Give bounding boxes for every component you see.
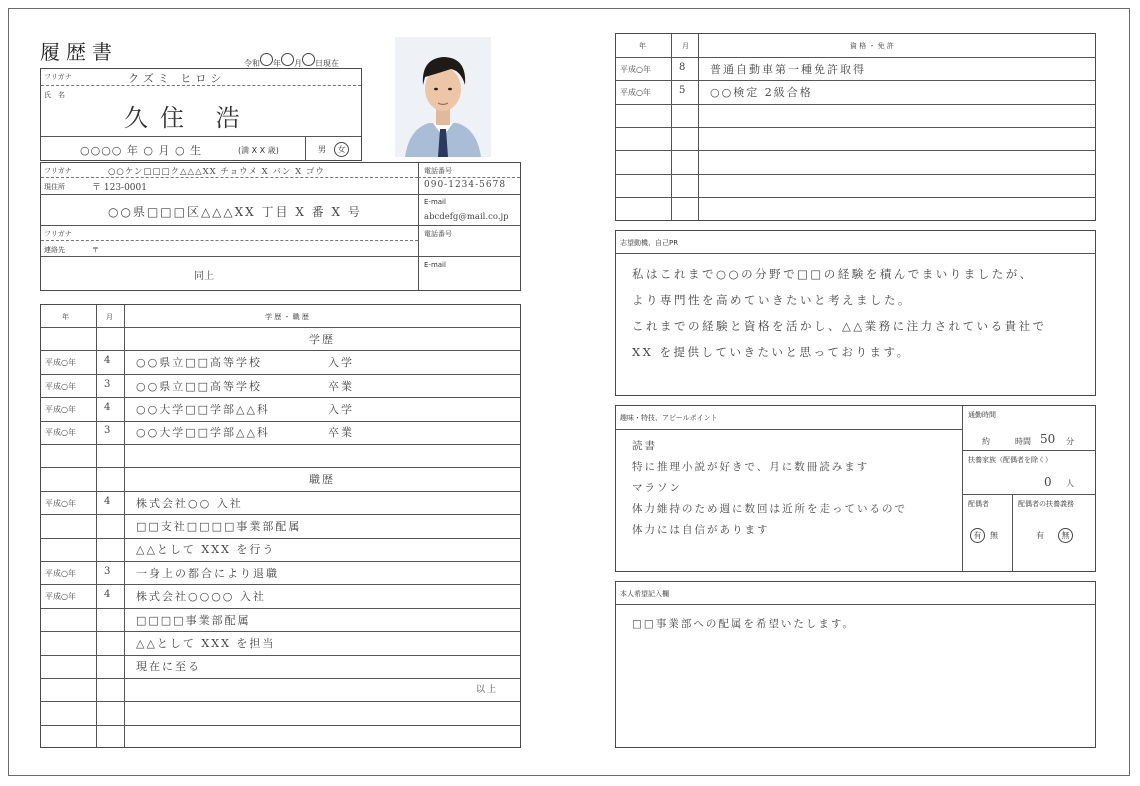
row-divider	[41, 608, 520, 609]
history-text-cell[interactable]: ○○大学□□学部△△科	[136, 402, 270, 416]
history-text-cell[interactable]: ○○県立□□高等学校	[136, 356, 262, 370]
history-year-cell[interactable]: 平成○年	[45, 381, 76, 391]
contact-value[interactable]: 同上	[194, 271, 214, 282]
date-line: 令和 年 月 日現在	[244, 53, 339, 69]
history-text-cell[interactable]: △△として XXX を行う	[136, 543, 276, 557]
history-title-header: 学 歴 ・ 職 歴	[265, 313, 309, 321]
request-section	[615, 581, 1096, 748]
hobby-line-3: マラソン	[632, 482, 682, 494]
phone-label: 電話番号	[424, 167, 452, 175]
motivation-line-3: これまでの経験と資格を活かし、△△業務に注力されている貴社で	[632, 319, 1047, 333]
motivation-line-2: より専門性を高めていきたいと考えました。	[632, 293, 912, 307]
history-text-cell[interactable]: 株式会社○○ 入社	[136, 496, 243, 510]
history-text-cell[interactable]: △△として XXX を担当	[136, 636, 276, 650]
history-text-cell[interactable]: 職歴	[309, 473, 335, 487]
row-divider	[41, 678, 520, 679]
license-month-header: 月	[682, 42, 689, 50]
spouse-support-label: 配偶者の扶養義務	[1018, 500, 1074, 508]
history-text-cell[interactable]: 現在に至る	[136, 660, 201, 674]
history-text-cell[interactable]: 株式会社○○○○ 入社	[136, 590, 266, 604]
hobby-line-2: 特に推理小説が好きで、月に数冊読みます	[632, 461, 870, 473]
row-divider	[41, 561, 520, 562]
phone-value[interactable]: 090-1234-5678	[424, 180, 507, 190]
license-year-header: 年	[639, 42, 646, 50]
history-text-cell[interactable]: 以上	[475, 684, 498, 695]
row-divider	[41, 584, 520, 585]
row-divider	[41, 655, 520, 656]
history-status-cell[interactable]: 卒業	[328, 426, 354, 440]
history-year-cell[interactable]: 平成○年	[45, 568, 76, 578]
history-text-cell[interactable]: □□□□事業部配属	[136, 613, 251, 627]
commute-hours-unit: 時間	[1015, 437, 1031, 446]
history-text-cell[interactable]: ○○県立□□高等学校	[136, 379, 262, 393]
license-month-cell[interactable]: 8	[679, 61, 686, 73]
history-month-cell[interactable]: 4	[104, 355, 111, 367]
address-value[interactable]: ○○県□□□区△△△XX 丁目 X 番 X 号	[108, 205, 362, 219]
birth-date[interactable]: ○○○○ 年 ○ 月 ○ 生	[80, 144, 203, 157]
history-month-cell[interactable]: 4	[104, 401, 111, 413]
history-text-cell[interactable]: □□支社□□□□事業部配属	[136, 519, 302, 533]
postal-code[interactable]: 〒 123-0001	[92, 183, 147, 193]
gender-female[interactable]: 女	[334, 142, 349, 157]
commute-prefix: 約	[982, 437, 990, 446]
row-divider	[616, 80, 1095, 81]
address-label: 現住所	[44, 183, 65, 191]
history-status-cell[interactable]: 入学	[328, 356, 354, 370]
history-status-cell[interactable]: 入学	[328, 402, 354, 416]
row-divider	[41, 444, 520, 445]
license-text-cell[interactable]: ○○検定 2級合格	[710, 85, 813, 99]
commute-label: 通勤時間	[968, 411, 996, 419]
history-text-cell[interactable]: 学歴	[309, 332, 335, 346]
license-year-cell[interactable]: 平成○年	[620, 64, 651, 74]
history-status-cell[interactable]: 卒業	[328, 379, 354, 393]
age-text: (満 X X 歳)	[238, 146, 279, 155]
request-text[interactable]: □□事業部への配属を希望いたします。	[632, 618, 856, 630]
furigana-value[interactable]: クズミ ヒロシ	[128, 72, 226, 85]
motivation-line-1: 私はこれまで○○の分野で□□の経験を積んでまいりましたが、	[632, 267, 1034, 281]
history-month-header: 月	[106, 313, 113, 321]
hobby-line-4: 体力維持のため週に数回は近所を走っているので	[632, 503, 907, 515]
contact-postal: 〒	[92, 246, 99, 254]
spouse-label: 配偶者	[968, 500, 989, 508]
portrait-image	[395, 37, 491, 157]
row-divider	[616, 104, 1095, 105]
row-divider	[41, 374, 520, 375]
address-furigana-label: フリガナ	[44, 167, 72, 175]
resume-title: 履歴書	[40, 40, 118, 64]
dependents-label: 扶養家族（配偶者を除く）	[968, 456, 1052, 464]
address-furigana-value[interactable]: ○○ケン□□□ク△△△XX チョウメ X バン X ゴウ	[108, 167, 325, 177]
profile-photo	[395, 37, 491, 157]
motivation-section	[615, 230, 1096, 396]
row-divider	[616, 174, 1095, 175]
row-divider	[41, 397, 520, 398]
support-no[interactable]: 無	[1058, 528, 1073, 543]
history-year-header: 年	[62, 313, 69, 321]
history-year-cell[interactable]: 平成○年	[45, 592, 76, 602]
history-month-cell[interactable]: 3	[104, 565, 111, 577]
hobby-line-5: 体力には自信があります	[632, 524, 770, 536]
name-label: 氏 名	[44, 91, 65, 99]
history-year-cell[interactable]: 平成○年	[45, 428, 76, 438]
support-yes[interactable]: 有	[1036, 531, 1044, 540]
row-divider	[41, 421, 520, 422]
dependents-value[interactable]: 0	[1044, 475, 1052, 489]
contact-furigana-label: フリガナ	[44, 230, 72, 238]
history-text-cell[interactable]: ○○大学□□学部△△科	[136, 426, 270, 440]
dependents-unit: 人	[1066, 479, 1074, 488]
request-label: 本人希望記入欄	[620, 590, 669, 598]
email-value[interactable]: abcdefg@mail.co.jp	[424, 212, 509, 222]
hobbies-section	[615, 405, 1096, 572]
row-divider	[616, 150, 1095, 151]
commute-minutes[interactable]: 50	[1040, 432, 1056, 446]
spouse-no[interactable]: 無	[990, 531, 998, 540]
row-divider	[616, 127, 1095, 128]
contact-email-label: E-mail	[424, 261, 446, 269]
name-value[interactable]: 久住 浩	[124, 104, 252, 132]
contact-phone-label: 電話番号	[424, 230, 452, 238]
history-month-cell[interactable]: 4	[104, 495, 111, 507]
row-divider	[41, 538, 520, 539]
license-text-cell[interactable]: 普通自動車第一種免許取得	[710, 62, 866, 76]
contact-label: 連絡先	[44, 246, 65, 254]
row-divider	[41, 467, 520, 468]
license-year-cell[interactable]: 平成○年	[620, 87, 651, 97]
motivation-line-4: XX を提供していきたいと思っております。	[632, 345, 911, 359]
row-divider	[616, 197, 1095, 198]
row-divider	[41, 491, 520, 492]
gender-male[interactable]: 男	[318, 145, 326, 154]
row-divider	[41, 350, 520, 351]
row-divider	[41, 725, 520, 726]
row-divider	[41, 514, 520, 515]
row-divider	[41, 701, 520, 702]
email-label: E-mail	[424, 198, 446, 206]
history-month-cell[interactable]: 3	[104, 425, 111, 437]
spouse-yes[interactable]: 有	[970, 528, 985, 543]
license-title-header: 資 格 ・ 免 許	[850, 42, 894, 50]
history-month-cell[interactable]: 3	[104, 378, 111, 390]
furigana-label: フリガナ	[44, 73, 72, 81]
commute-minutes-unit: 分	[1066, 437, 1074, 446]
hobby-line-1: 読書	[632, 440, 657, 452]
history-year-cell[interactable]: 平成○年	[45, 498, 76, 508]
history-text-cell[interactable]: 一身上の都合により退職	[136, 566, 279, 580]
row-divider	[41, 631, 520, 632]
license-month-cell[interactable]: 5	[679, 84, 686, 96]
history-year-cell[interactable]: 平成○年	[45, 404, 76, 414]
history-year-cell[interactable]: 平成○年	[45, 358, 76, 368]
history-month-cell[interactable]: 4	[104, 589, 111, 601]
hobbies-label: 趣味・特技、アピールポイント	[620, 414, 718, 422]
motivation-label: 志望動機、自己PR	[620, 239, 679, 247]
